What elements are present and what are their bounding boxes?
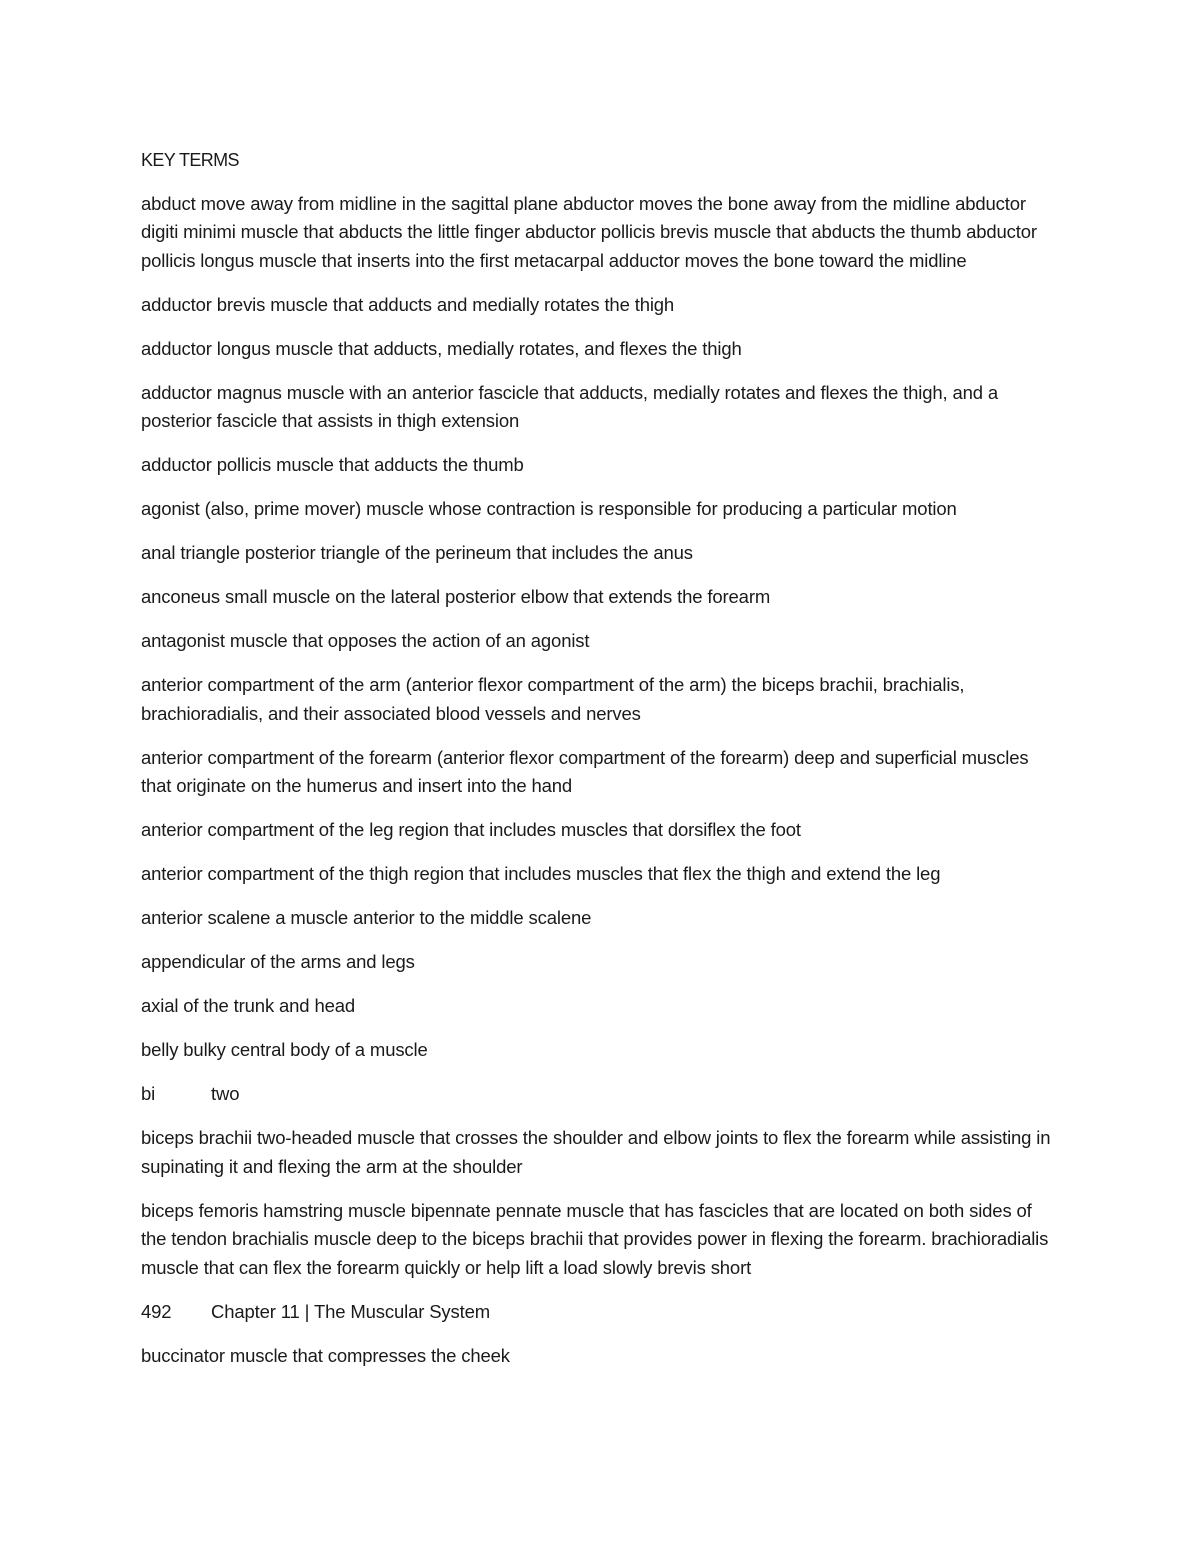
chapter-title: Chapter 11 | The Muscular System (211, 1300, 490, 1322)
glossary-definition: two (211, 1083, 240, 1104)
glossary-entry: anterior compartment of the arm (anterior flexor compartment of the arm) the biceps brachii, brachialis, brachioradialis, and their associated blood vessels and nerves (141, 674, 965, 724)
page-footer (141, 1298, 1056, 1327)
glossary-entry: buccinator muscle that compresses the cheek (141, 1344, 510, 1366)
glossary-entry: antagonist muscle that opposes the action of an agonist (141, 630, 590, 651)
glossary-entry: belly bulky central body of a muscle (141, 1039, 428, 1060)
glossary-entry: axial of the trunk and head (141, 995, 355, 1016)
glossary-entry: anterior scalene a muscle anterior to the middle scalene (141, 907, 592, 928)
page-content (141, 146, 1056, 1386)
glossary-entry: anconeus small muscle on the lateral posterior elbow that extends the forearm (141, 586, 771, 607)
glossary-entry: agonist (also, prime mover) muscle whose contraction is responsible for producing a particular motion (141, 498, 957, 519)
page-heading: KEY TERMS (141, 150, 239, 170)
glossary-entry: abduct move away from midline in the sagittal plane abductor moves the bone away from the midline abductor digiti minimi muscle that abducts the little finger abductor pollicis brevis muscle that abducts the thumb abductor pollicis longus muscle that inserts into the first metacarpal adductor moves the bone toward the midline (141, 192, 1037, 271)
glossary-entry: adductor pollicis muscle that adducts the thumb (141, 454, 524, 475)
glossary-entry: anal triangle posterior triangle of the perineum that includes the anus (141, 542, 693, 563)
glossary-entry: biceps femoris hamstring muscle bipennate pennate muscle that has fascicles that are located on both sides of the tendon brachialis muscle deep to the biceps brachii that provides power in flexing the forearm. brachioradialis muscle that can flex the forearm quickly or help lift a load slowly brevis short (141, 1199, 1049, 1278)
glossary-entry: anterior compartment of the leg region that includes muscles that dorsiflex the foot (141, 819, 801, 840)
glossary-entry: biceps brachii two-headed muscle that crosses the shoulder and elbow joints to flex the forearm while assisting in supinating it and flexing the arm at the shoulder (141, 1127, 1051, 1177)
glossary-entry-tabbed (141, 1080, 1056, 1109)
glossary-entry: adductor longus muscle that adducts, medially rotates, and flexes the thigh (141, 337, 742, 359)
glossary-entry: appendicular of the arms and legs (141, 951, 415, 972)
glossary-term: bi (141, 1083, 156, 1104)
page-number: 492 (141, 1300, 172, 1322)
glossary-entry: anterior compartment of the forearm (anterior flexor compartment of the forearm) deep and superficial muscles that originate on the humerus and insert into the hand (141, 746, 1029, 796)
glossary-entry: anterior compartment of the thigh region that includes muscles that flex the thigh and extend the leg (141, 863, 941, 884)
glossary-entry: adductor brevis muscle that adducts and medially rotates the thigh (141, 293, 675, 315)
glossary-entry: adductor magnus muscle with an anterior fascicle that adducts, medially rotates and flexes the thigh, and a posterior fascicle that assists in thigh extension (141, 381, 999, 431)
